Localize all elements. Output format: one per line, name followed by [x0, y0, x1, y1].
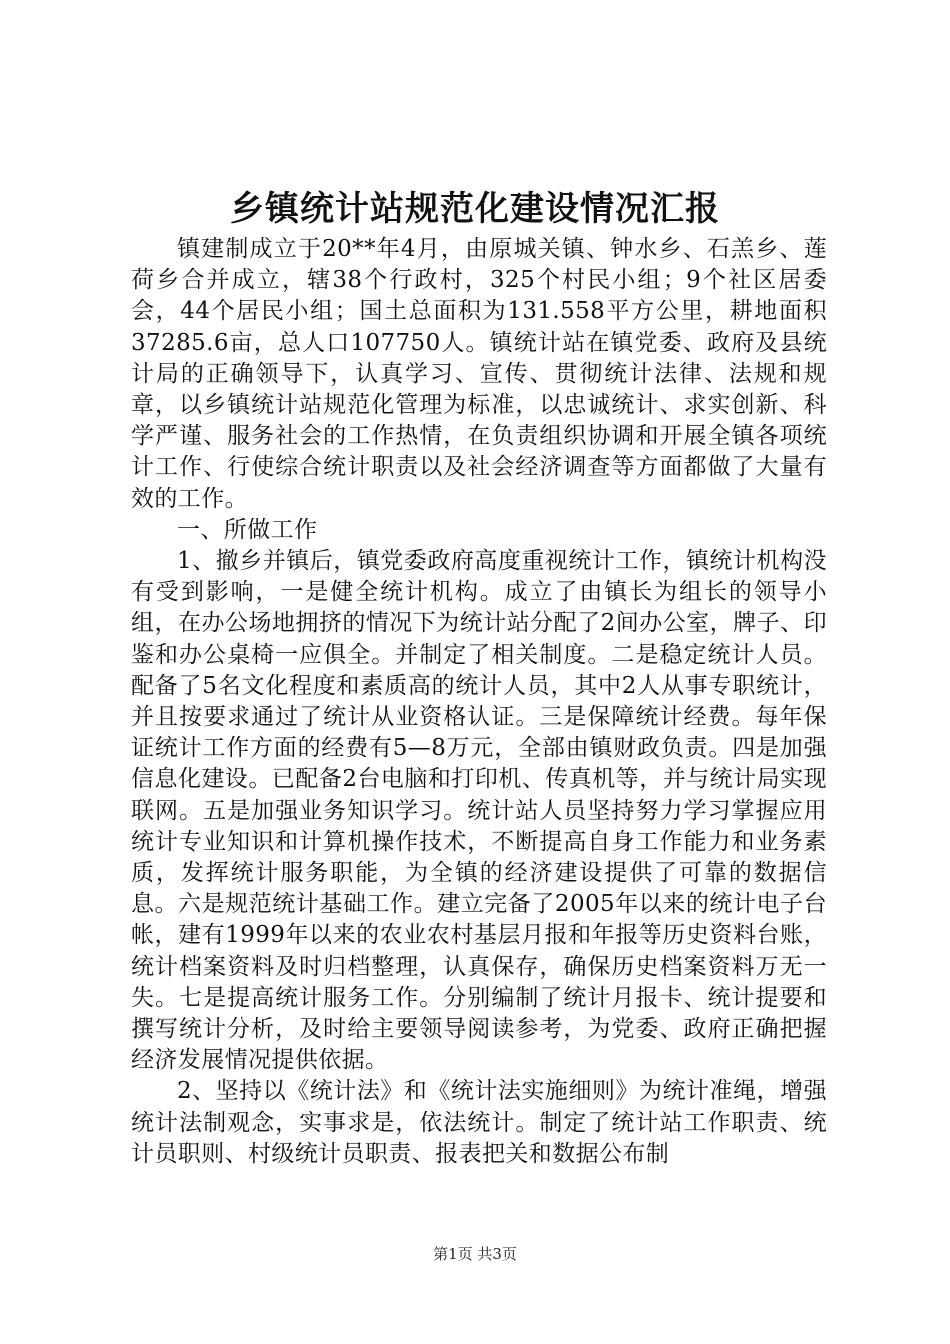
page-number-footer: 第1页 共3页 — [433, 1245, 517, 1263]
document-body — [131, 234, 827, 1170]
document-title: 乡镇统计站规范化建设情况汇报 — [230, 189, 720, 229]
paragraph-item-1: 1、撤乡并镇后，镇党委政府高度重视统计工作，镇统计机构没有受到影响，一是健全统计机构。成立了由镇长为组长的领导小组，在办公场地拥挤的情况下为统计站分配了2间办公室，牌子、印鉴和办公桌椅一应俱全。并制定了相关制度。二是稳定统计人员。配备了5名文化程度和素质高的统计人员，其中2人从事专职统计，并且按要求通过了统计从业资格认证。三是保障统计经费。每年保证统计工作方面的经费有5—8万元，全部由镇财政负责。四是加强信息化建设。已配备2台电脑和打印机、传真机等，并与统计局实现联网。五是加强业务知识学习。统计站人员坚持努力学习掌握应用统计专业知识和计算机操作技术，不断提高自身工作能力和业务素质，发挥统计服务职能，为全镇的经济建设提供了可靠的数据信息。六是规范统计基础工作。建立完备了2005年以来的统计电子台帐，建有1999年以来的农业农村基层月报和年报等历史资料台账，统计档案资料及时归档整理，认真保存，确保历史档案资料万无一失。七是提高统计服务工作。分别编制了统计月报卡、统计提要和撰写统计分析，及时给主要领导阅读参考，为党委、政府正确把握经济发展情况提供依据。 — [131, 548, 827, 1074]
section-heading: 一、所做工作 — [177, 516, 318, 543]
paragraph-intro: 镇建制成立于20**年4月，由原城关镇、钟水乡、石羔乡、莲荷乡合并成立，辖38个行政村，325个村民小组；9个社区居委会，44个居民小组；国土总面积为131.558平方公里，耕地面积37285.6亩，总人口107750人。镇统计站在镇党委、政府及县统计局的正确领导下，认真学习、宣传、贯彻统计法律、法规和规章，以乡镇统计站规范化管理为标准，以忠诚统计、求实创新、科学严谨、服务社会的工作热情，在负责组织协调和开展全镇各项统计工作、行使综合统计职责以及社会经济调查等方面都做了大量有效的工作。 — [131, 236, 827, 512]
paragraph-item-2: 2、坚持以《统计法》和《统计法实施细则》为统计准绳，增强统计法制观念，实事求是，依法统计。制定了统计站工作职责、统计员职则、村级统计员职责、报表把关和数据公布制 — [131, 1078, 827, 1167]
